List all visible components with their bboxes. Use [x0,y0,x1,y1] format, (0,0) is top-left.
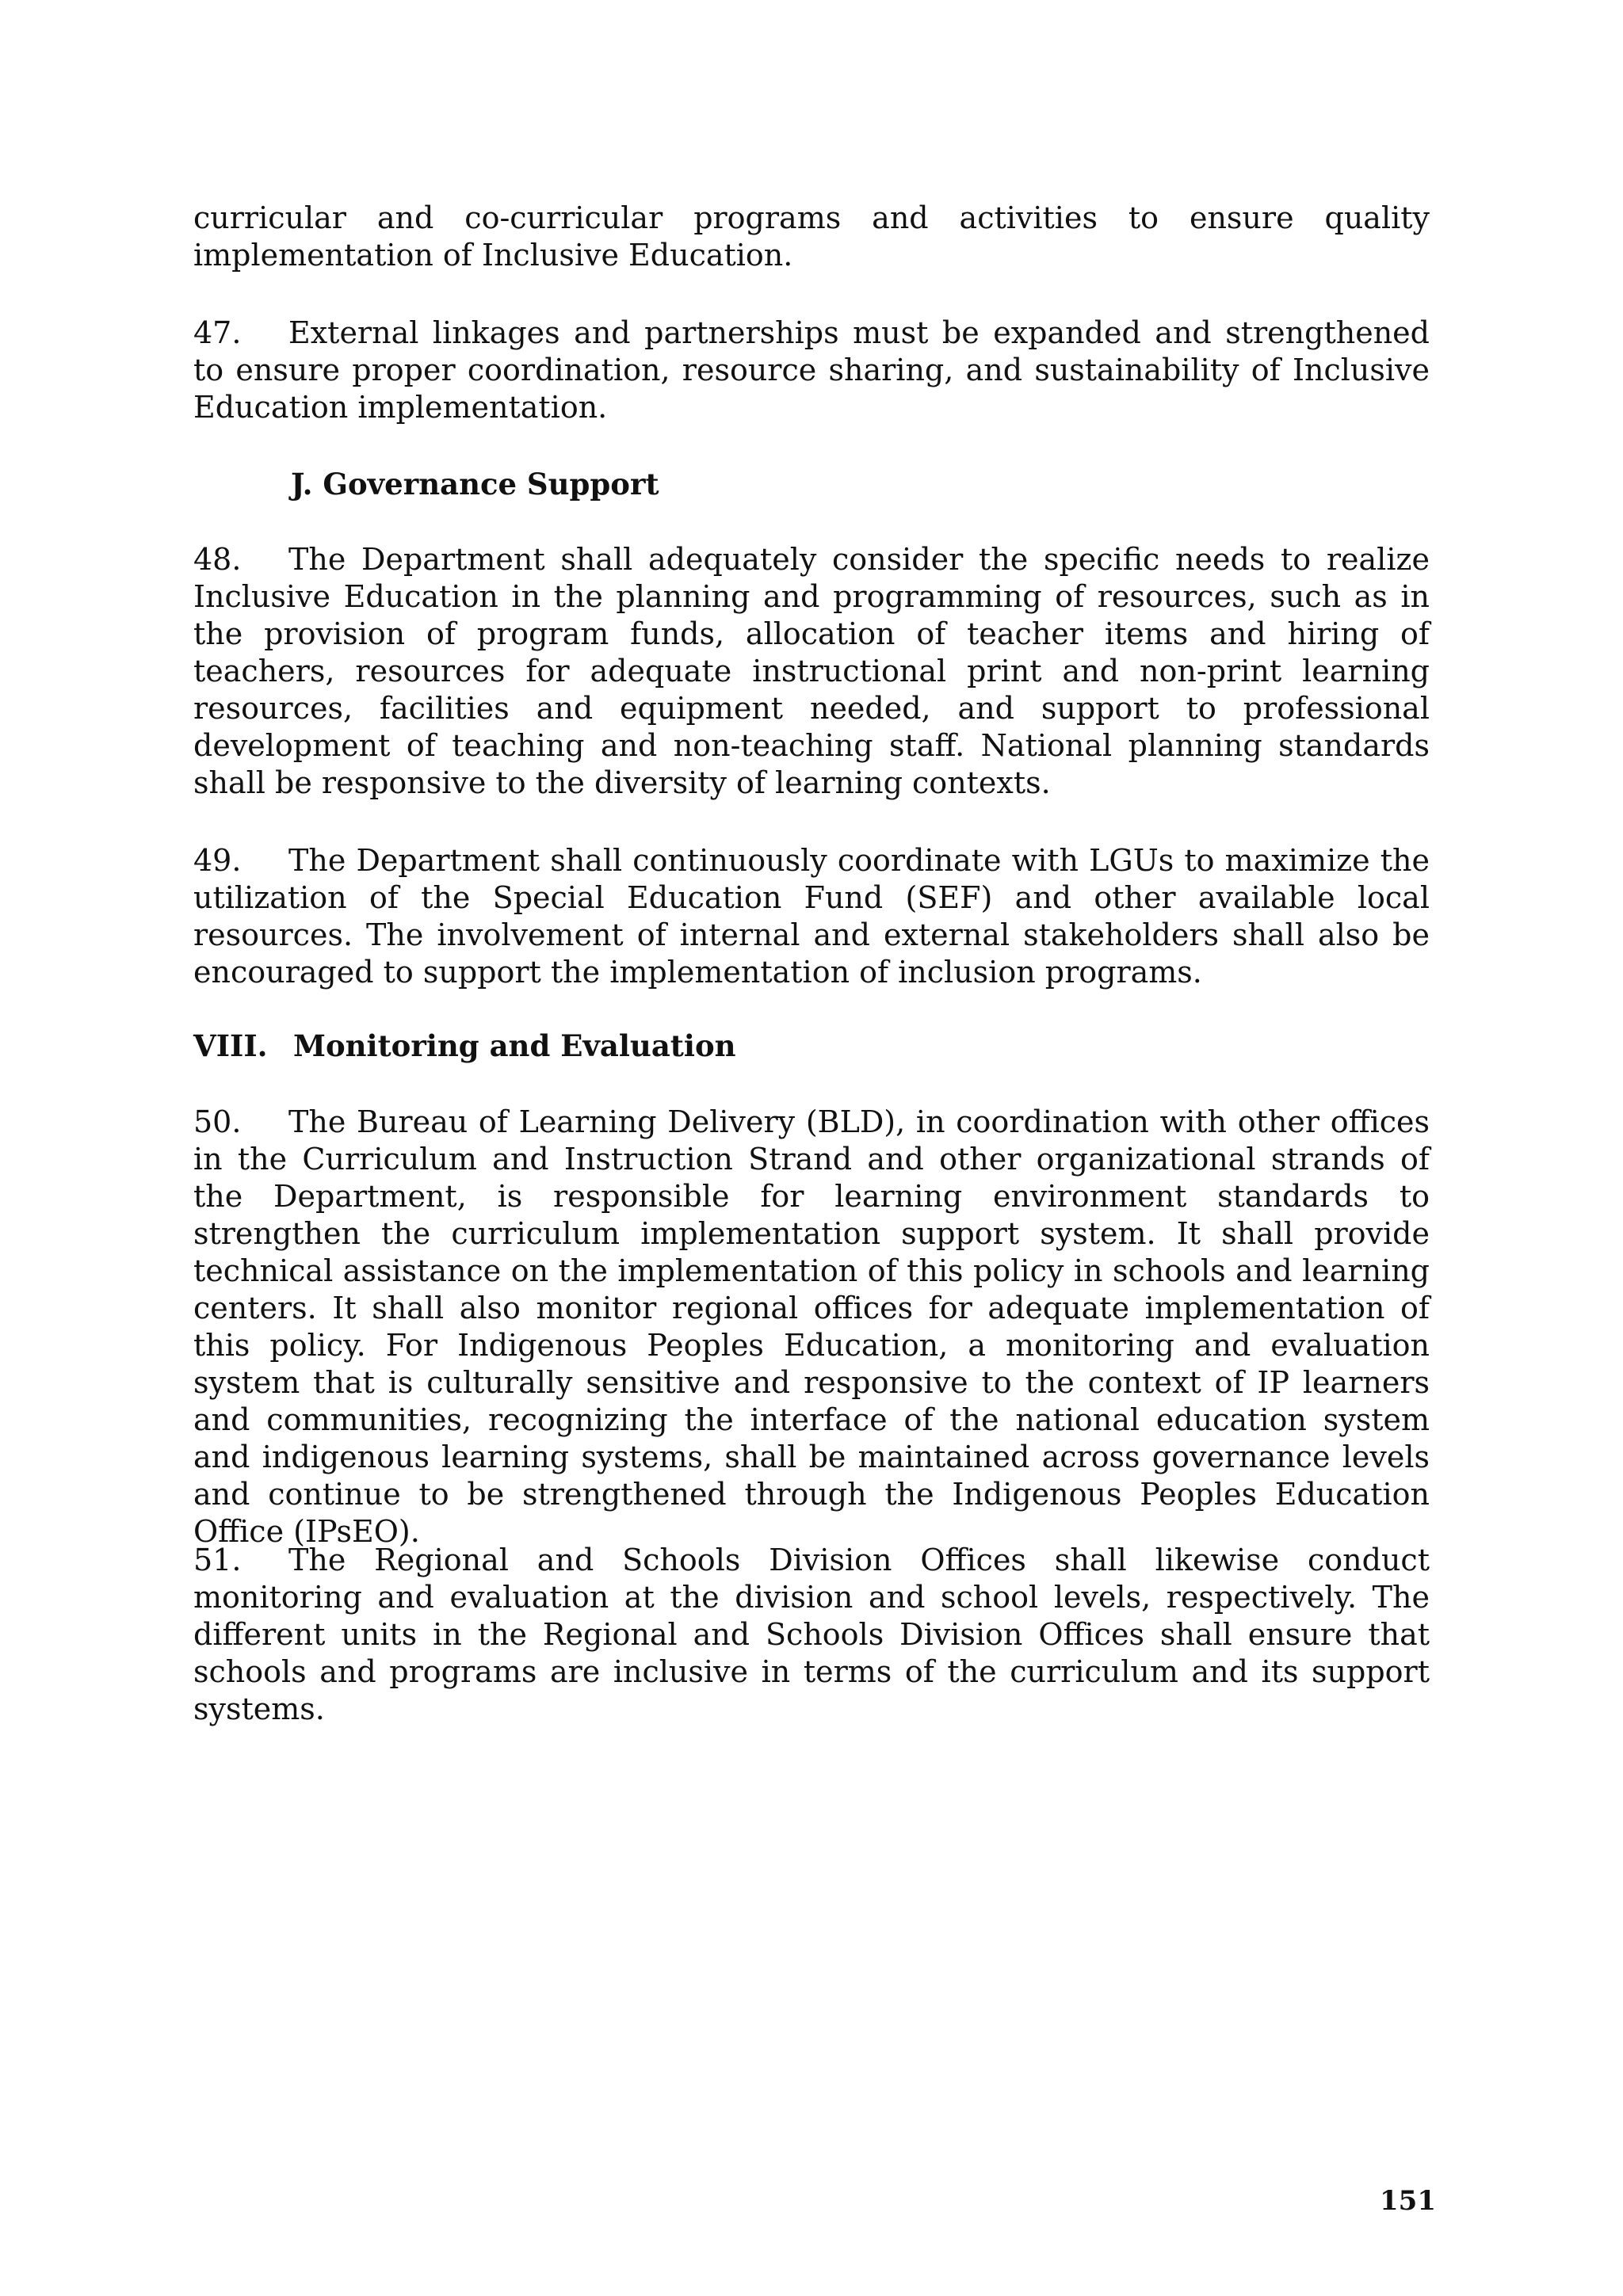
paragraph-number: 50. [193,1104,242,1139]
section-title: Monitoring and Evaluation [293,1028,736,1063]
heading-governance-support: J. Governance Support [291,467,659,502]
paragraph-49 [193,842,1430,991]
paragraph-47 [193,315,1430,426]
paragraph-text: The Bureau of Learning Delivery (BLD), in coordination with other offices in the Curriculum and Instruction Strand and other organizational strands of the Department, is responsible for learning environment standards to strengthen the curriculum implementation support system. It shall provide technical assistance on the implementation of this policy in schools and learning centers. It shall also monitor regional offices for adequate implementation of this policy. For Indigenous Peoples Education, a monitoring and evaluation system that is culturally sensitive and responsive to the context of IP learners and communities, recognizing the interface of the national education system and indigenous learning systems, shall be maintained across governance levels and continue to be strengthened through the Indigenous Peoples Education Office (IPsEO). [193,1104,1430,1549]
paragraph-text: External linkages and partnerships must be expanded and strengthened to ensure proper coordination, resource sharing, and sustainability of Inclusive Education implementation. [193,315,1430,425]
paragraph-text: The Department shall adequately consider the specific needs to realize Inclusive Education in the planning and programming of resources, such as in the provision of program funds, allocation of teacher items and hiring of teachers, resources for adequate instructional print and non-print learning resources, facilities and equipment needed, and support to professional development of teaching and non-teaching staff. National planning standards shall be responsive to the diversity of learning contexts. [193,542,1430,800]
paragraph-48 [193,541,1430,802]
heading-monitoring-evaluation [193,1028,736,1065]
paragraph-50 [193,1104,1430,1550]
paragraph-number: 49. [193,843,242,878]
paragraph-number: 51. [193,1543,242,1577]
paragraph-number: 47. [193,315,242,350]
paragraph-text: The Department shall continuously coordinate with LGUs to maximize the utilization of the Special Education Fund (SEF) and other available local resources. The involvement of internal and external stakeholders shall also be encouraged to support the implementation of inclusion programs. [193,843,1430,990]
page-number: 151 [1380,2185,1436,2217]
paragraph-text: The Regional and Schools Division Offices shall likewise conduct monitoring and evaluation at the division and school levels, respectively. The different units in the Regional and Schools Division Offices shall ensure that schools and programs are inclusive in terms of the curriculum and its support systems. [193,1543,1430,1726]
paragraph-51 [193,1542,1430,1728]
continuation-paragraph: curricular and co-curricular programs and activities to ensure quality implementation of Inclusive Education. [193,200,1430,273]
paragraph-number: 48. [193,542,242,577]
section-number: VIII. [193,1028,268,1063]
